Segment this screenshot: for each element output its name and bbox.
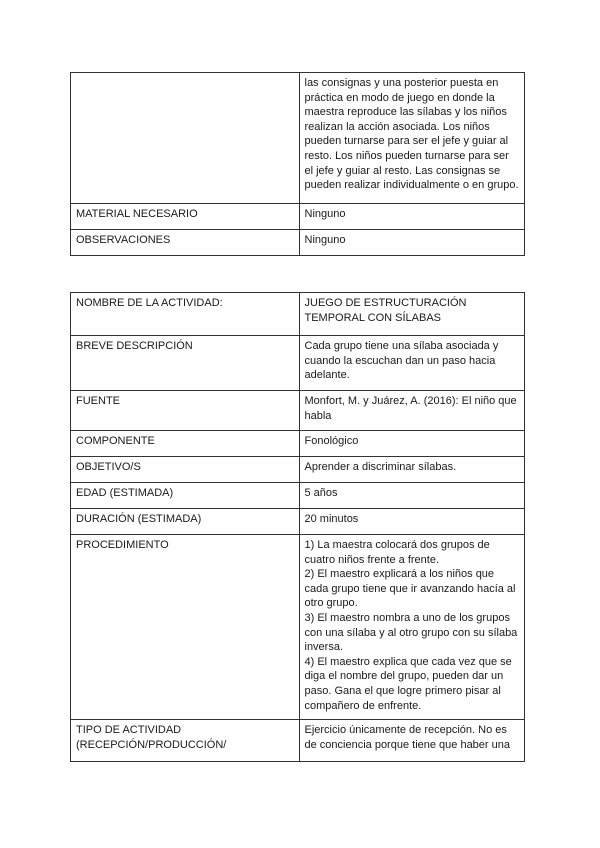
table-row (71, 391, 525, 431)
text-line: práctica en modo de juego en donde la (304, 91, 495, 104)
text-line: resto. Los niños pueden turnarse para ser (304, 149, 509, 162)
table-row (71, 483, 525, 509)
table-row (71, 73, 525, 204)
observaciones-label: OBSERVACIONES (71, 230, 300, 256)
text-line: pueden realizar individualmente o en grupo. (304, 179, 519, 192)
nombre-value (299, 293, 525, 336)
text-line: 3) El maestro nombra a uno de los grupos (304, 611, 510, 624)
text-line: habla (304, 409, 332, 422)
objetivo-value: Aprender a discriminar sílabas. (299, 457, 525, 483)
fuente-value (299, 391, 525, 431)
tipo-value (299, 720, 525, 762)
text-line: Ejercicio únicamente de recepción. No es (304, 724, 507, 736)
table-row (71, 293, 525, 336)
procedimiento-label: PROCEDIMIENTO (71, 535, 300, 720)
text-line: el jefe y guiar al resto. Las consignas se (304, 164, 501, 177)
empty-label-cell (71, 73, 300, 204)
text-line: pueden turnarse para ser el jefe y guiar al (304, 135, 509, 148)
text-line: inversa. (304, 641, 344, 654)
material-value: Ninguno (299, 204, 525, 230)
edad-value: 5 años (299, 483, 525, 509)
procedure-continuation (299, 73, 525, 204)
text-line: paso. Gana el que logre primero pisar al (304, 684, 501, 697)
material-label: MATERIAL NECESARIO (71, 204, 300, 230)
text-line: las consignas y una posterior puesta en (304, 77, 499, 89)
objetivo-label: OBJETIVO/S (71, 457, 300, 483)
text-line: 2) El maestro explicará a los niños que (304, 568, 495, 581)
text-line: cada grupo tiene que ir avanzando hacía al (304, 582, 516, 595)
duracion-label: DURACIÓN (ESTIMADA) (71, 509, 300, 535)
text-line: JUEGO DE ESTRUCTURACIÓN (304, 297, 467, 309)
tipo-label (71, 720, 300, 762)
table-row (71, 204, 525, 230)
table-row (71, 509, 525, 535)
text-line: cuatro niños frente a frente. (304, 553, 440, 566)
text-line: 1) La maestra colocará dos grupos de (304, 539, 490, 551)
table-row (71, 431, 525, 457)
text-line: cuando la escuchan dan un paso hacia (304, 354, 496, 367)
text-line: otro grupo. (304, 597, 358, 610)
text-line: de conciencia porque tiene que haber una (304, 738, 510, 751)
edad-label: EDAD (ESTIMADA) (71, 483, 300, 509)
text-line: Cada grupo tiene una sílaba asociada y (304, 340, 499, 352)
duracion-value: 20 minutos (299, 509, 525, 535)
table-row (71, 336, 525, 391)
nombre-label: NOMBRE DE LA ACTIVIDAD: (71, 293, 300, 336)
observaciones-value: Ninguno (299, 230, 525, 256)
text-line: Monfort, M. y Juárez, A. (2016): El niño que (304, 395, 517, 407)
text-line: (RECEPCIÓN/PRODUCCIÓN/ (76, 738, 227, 751)
text-line: diga el nombre del grupo, pueden dar un (304, 670, 504, 683)
text-line: adelante. (304, 369, 350, 382)
text-line: maestra reproduce las sílabas y los niños (304, 106, 507, 119)
componente-label: COMPONENTE (71, 431, 300, 457)
descripcion-label: BREVE DESCRIPCIÓN (71, 336, 300, 391)
text-line: 4) El maestro explica que cada vez que se (304, 655, 512, 668)
table-row (71, 720, 525, 762)
table-row (71, 230, 525, 256)
procedimiento-value (299, 535, 525, 720)
text-line: realizan la acción asociada. Los niños (304, 120, 490, 133)
text-line: con una sílaba y al otro grupo con su sílaba (304, 626, 518, 639)
table-row (71, 535, 525, 720)
text-line: compañero de enfrente. (304, 699, 422, 712)
descripcion-value (299, 336, 525, 391)
fuente-label: FUENTE (71, 391, 300, 431)
table-row (71, 457, 525, 483)
componente-value: Fonológico (299, 431, 525, 457)
text-line: TEMPORAL CON SÍLABAS (304, 311, 442, 324)
table-activity (70, 292, 525, 762)
table-continued (70, 72, 525, 256)
text-line: TIPO DE ACTIVIDAD (76, 724, 182, 736)
